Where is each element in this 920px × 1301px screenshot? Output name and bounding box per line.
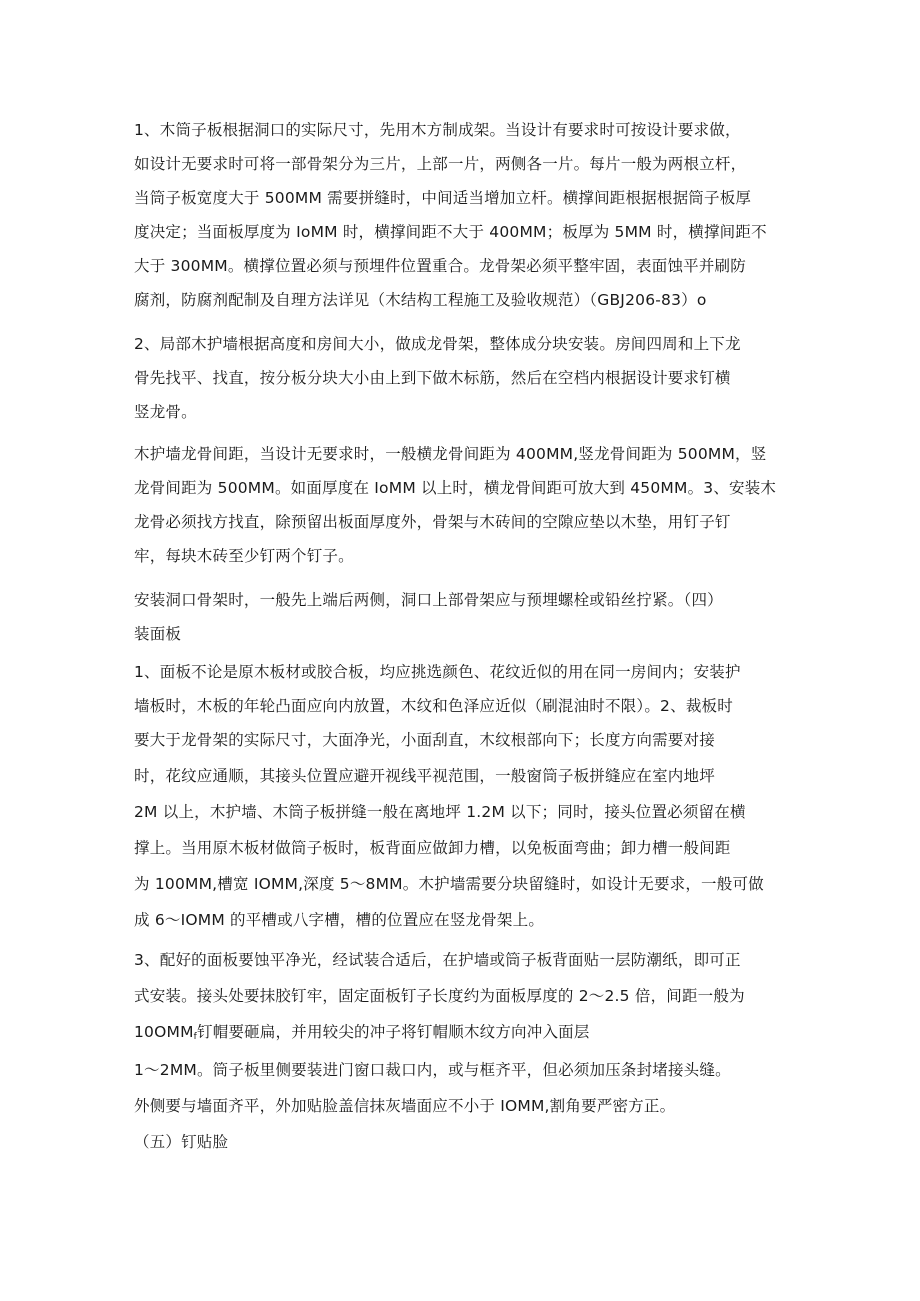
text-line: 装面板 [134, 625, 182, 643]
text-line: 2、局部木护墙根据高度和房间大小，做成龙骨架，整体成分块安装。房间四周和上下龙 [134, 335, 741, 353]
text-line: 要大于龙骨架的实际尺寸，大面净光，小面刮直，木纹根部向下；长度方向需要对接 [134, 731, 715, 749]
text-line: 1～2MM。筒子板里侧要装进门窗口裁口内，或与框齐平，但必须加压条封堵接头缝。 [134, 1061, 731, 1079]
text-line: 如设计无要求时可将一部骨架分为三片，上部一片，两侧各一片。每片一般为两根立杆， [134, 155, 747, 173]
text-line: 外侧要与墙面齐平，外加贴脸盖信抹灰墙面应不小于 IOMM,割角要严密方正。 [134, 1097, 676, 1115]
text-line: 骨先找平、找直，按分板分块大小由上到下做木标筋，然后在空档内根据设计要求钉横 [134, 369, 731, 387]
text-line: 度决定；当面板厚度为 IoMM 时，横撑间距不大于 400MM；板厚为 5MM 时，横撑间距不 [134, 223, 767, 241]
text-line: 腐剂，防腐剂配制及自理方法详见（木结构工程施工及验收规范）（GBJ206-83）o [134, 291, 707, 309]
text-line: 为 100MM,槽宽 IOMM,深度 5～8MM。木护墙需要分块留缝时，如设计无要求，一般可做 [134, 875, 764, 893]
text-line: 龙骨间距为 500MM。如面厚度在 IoMM 以上时，横龙骨间距可放大到 450MM。3、安装木 [134, 479, 777, 497]
text-line: 撑上。当用原木板材做筒子板时，板背面应做卸力槽，以免板面弯曲；卸力槽一般间距 [134, 839, 731, 857]
text-line: 大于 300MM。横撑位置必须与预埋件位置重合。龙骨架必须平整牢固，表面蚀平并刷防 [134, 257, 746, 275]
text-line: 1、面板不论是原木板材或胶合板，均应挑选颜色、花纹近似的用在同一房间内；安装护 [134, 663, 741, 681]
text-line: 竖龙骨。 [134, 403, 197, 421]
text-fragment: 10OMM [134, 1023, 194, 1041]
text-line: 2M 以上，木护墙、木筒子板拼缝一般在离地坪 1.2M 以下；同时，接头位置必须留在横 [134, 803, 746, 821]
text-line [134, 1022, 590, 1047]
text-line: 当筒子板宽度大于 500MM 需要拼缝时，中间适当增加立杆。横撑间距根据根据筒子板厚 [134, 189, 752, 207]
text-line: 3、配好的面板要蚀平净光，经试装合适后，在护墙或筒子板背面贴一层防潮纸，即可正 [134, 951, 741, 969]
text-fragment: 钉帽要砸扁，并用较尖的冲子将钉帽顺木纹方向冲入面层 [197, 1023, 590, 1041]
text-line: 成 6～IOMM 的平槽或八字槽，槽的位置应在竖龙骨架上。 [134, 911, 545, 929]
text-line: 墙板时，木板的年轮凸面应向内放置，木纹和色泽应近似（刷混油时不限）。2、裁板时 [134, 697, 733, 715]
text-line: 龙骨必须找方找直，除预留出板面厚度外，骨架与木砖间的空隙应垫以木垫，用钉子钉 [134, 513, 731, 531]
text-line: （五）钉贴脸 [134, 1133, 229, 1151]
text-line: 安装洞口骨架时，一般先上端后两侧，洞口上部骨架应与预埋螺栓或铅丝拧紧。（四） [134, 591, 723, 609]
text-line: 时，花纹应通顺，其接头位置应避开视线平视范围，一般窗筒子板拼缝应在室内地坪 [134, 767, 715, 785]
subscript-fragment: f [193, 1032, 198, 1042]
text-line: 木护墙龙骨间距，当设计无要求时，一般横龙骨间距为 400MM,竖龙骨间距为 500MM，竖 [134, 445, 767, 463]
text-line: 式安装。接头处要抹胶钉牢，固定面板钉子长度约为面板厚度的 2～2.5 倍，间距一般为 [134, 987, 745, 1005]
text-line: 1、木筒子板根据洞口的实际尺寸，先用木方制成架。当设计有要求时可按设计要求做， [134, 121, 741, 139]
text-line: 牢，每块木砖至少钉两个钉子。 [134, 547, 354, 565]
